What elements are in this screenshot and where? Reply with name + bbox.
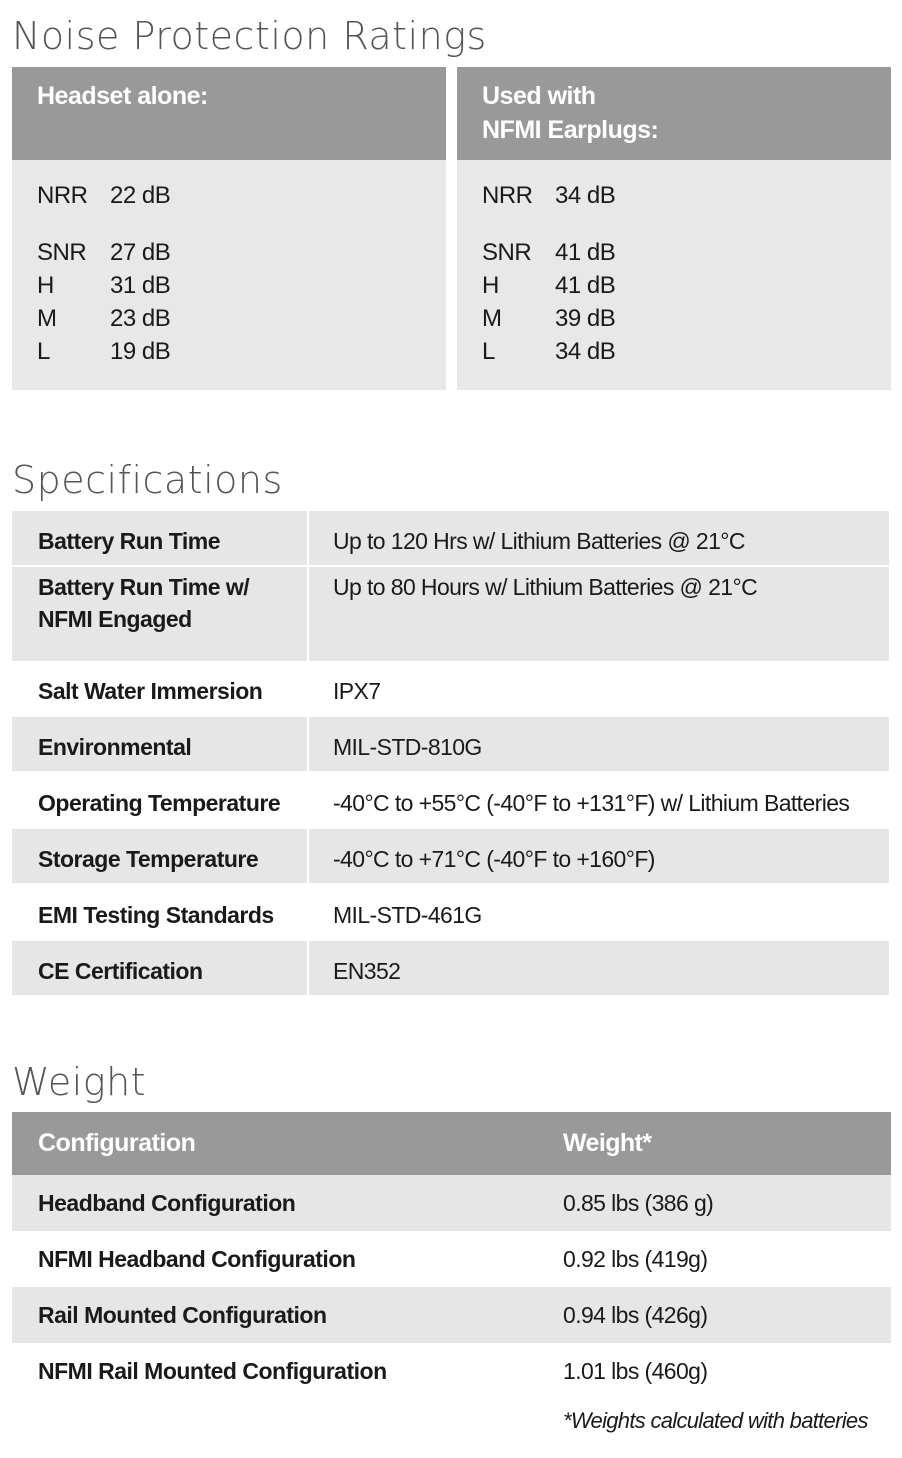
headset-alone-panel	[12, 67, 446, 390]
config-weight: 0.94 lbs (426g)	[563, 1301, 708, 1328]
config-name: Headband Configuration	[38, 1189, 296, 1216]
with-earplugs-header-line2: NFMI Earplugs:	[482, 116, 659, 144]
rating-row	[482, 270, 615, 302]
spec-label	[12, 941, 309, 995]
spec-label-line: Operating Temperature	[38, 790, 281, 816]
rating-row	[482, 303, 615, 335]
config-name: NFMI Rail Mounted Configuration	[38, 1357, 387, 1384]
config-name: Rail Mounted Configuration	[38, 1301, 327, 1328]
table-row	[12, 1343, 891, 1399]
spec-label-line: Storage Temperature	[38, 846, 259, 872]
spec-value: MIL-STD-810G	[309, 717, 889, 771]
rating-key: H	[482, 272, 499, 299]
weight-table	[12, 1112, 891, 1399]
rating-value: 34 dB	[555, 182, 616, 209]
rating-key: L	[37, 338, 50, 365]
spec-label-line: Battery Run Time w/	[38, 574, 250, 600]
spec-label-line: Battery Run Time	[38, 528, 221, 554]
rating-row	[37, 237, 170, 269]
specs-table	[12, 511, 889, 997]
config-name: NFMI Headband Configuration	[38, 1245, 356, 1272]
spec-value: Up to 120 Hrs w/ Lithium Batteries @ 21°C	[309, 511, 889, 565]
with-earplugs-header-line1: Used with	[482, 82, 596, 110]
rating-key: NRR	[482, 182, 533, 209]
table-row	[12, 1175, 891, 1231]
spec-label-line: EMI Testing Standards	[38, 902, 274, 928]
spec-row	[12, 717, 889, 773]
rating-value: 41 dB	[555, 239, 616, 266]
header-configuration: Configuration	[38, 1129, 196, 1157]
spec-row	[12, 885, 889, 941]
spec-value: IPX7	[333, 678, 381, 704]
rating-row	[37, 303, 170, 335]
table-row	[12, 1231, 891, 1287]
weight-section-title: Weight	[12, 1060, 147, 1104]
spec-value: MIL-STD-461G	[333, 902, 482, 928]
weight-table-header	[12, 1112, 891, 1175]
spec-label	[12, 773, 309, 827]
spec-value: Up to 80 Hours w/ Lithium Batteries @ 21°C	[309, 567, 889, 661]
rating-value: 27 dB	[110, 239, 171, 266]
rating-value: 31 dB	[110, 272, 171, 299]
with-earplugs-body	[457, 160, 891, 390]
spec-value: -40°C to +55°C (-40°F to +131°F) w/ Lithium Batteries	[333, 790, 850, 816]
rating-value: 22 dB	[110, 182, 171, 209]
rating-row	[37, 336, 170, 368]
rating-key: M	[37, 305, 57, 332]
headset-alone-body	[12, 160, 446, 390]
specs-section-title: Specifications	[12, 458, 283, 502]
spec-row	[12, 773, 889, 829]
headset-alone-header-label: Headset alone:	[37, 82, 208, 110]
spec-label	[12, 717, 309, 771]
rating-key: SNR	[482, 239, 532, 266]
rating-row	[482, 180, 615, 212]
noise-section-title: Noise Protection Ratings	[12, 14, 487, 58]
spec-label-line: Salt Water Immersion	[38, 678, 263, 704]
headset-alone-header	[12, 67, 446, 160]
spec-row	[12, 829, 889, 885]
config-weight: 1.01 lbs (460g)	[563, 1357, 708, 1384]
rating-row	[37, 270, 170, 302]
spec-label-line: NFMI Engaged	[38, 606, 192, 632]
weight-footnote: *Weights calculated with batteries	[563, 1408, 868, 1433]
spec-row	[12, 567, 889, 661]
spec-label	[12, 511, 309, 565]
rating-row	[482, 237, 615, 269]
rating-value: 23 dB	[110, 305, 171, 332]
spec-label	[12, 885, 309, 939]
rating-value: 41 dB	[555, 272, 616, 299]
with-earplugs-panel	[457, 67, 891, 390]
rating-value: 19 dB	[110, 338, 171, 365]
rating-key: L	[482, 338, 495, 365]
spec-label	[12, 567, 309, 661]
spec-value: -40°C to +71°C (-40°F to +160°F)	[309, 829, 889, 883]
config-weight: 0.85 lbs (386 g)	[563, 1189, 714, 1216]
rating-key: M	[482, 305, 502, 332]
table-row	[12, 1287, 891, 1343]
spec-value: EN352	[309, 941, 889, 995]
rating-value: 34 dB	[555, 338, 616, 365]
spec-row	[12, 511, 889, 567]
spec-label-line: Environmental	[38, 734, 192, 760]
rating-key: H	[37, 272, 54, 299]
spec-row	[12, 661, 889, 717]
rating-value: 39 dB	[555, 305, 616, 332]
rating-row	[482, 336, 615, 368]
spec-label	[12, 829, 309, 883]
rating-key: SNR	[37, 239, 87, 266]
config-weight: 0.92 lbs (419g)	[563, 1245, 708, 1272]
spec-label-line: CE Certification	[38, 958, 203, 984]
with-earplugs-header	[457, 67, 891, 160]
rating-key: NRR	[37, 182, 88, 209]
spec-row	[12, 941, 889, 997]
rating-row	[37, 180, 170, 212]
header-weight: Weight*	[563, 1129, 652, 1157]
spec-label	[12, 661, 309, 715]
